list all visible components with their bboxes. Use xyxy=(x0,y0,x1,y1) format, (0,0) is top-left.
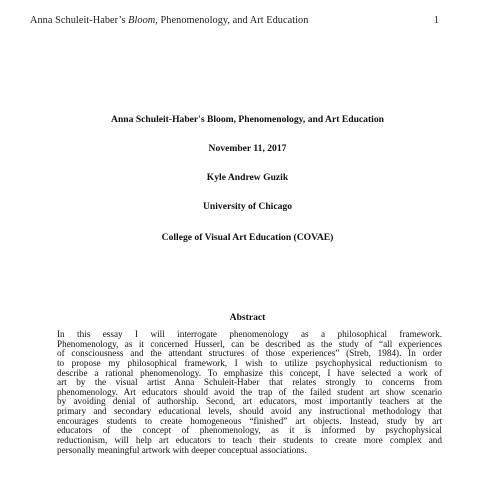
running-head xyxy=(30,15,308,26)
paper-date: November 11, 2017 xyxy=(208,143,287,154)
abstract-line: educators of the concept of phenomenology, as it is informed by psychophysical xyxy=(57,425,442,436)
abstract-line: of consciousness and the attendant structures of those experiences” (Streb, 1984). In order xyxy=(57,348,442,359)
paper-college: College of Visual Art Education (COVAE) xyxy=(161,232,334,243)
page-number: 1 xyxy=(433,15,439,26)
abstract-line: reductionism, will help art educators to teach their students to create more complex and xyxy=(57,435,442,446)
abstract-heading: Abstract xyxy=(229,312,266,323)
paper-institution: University of Chicago xyxy=(203,201,292,212)
abstract-line: to propose my philosophical framework, I wish to utilize psychophysical reductionism to xyxy=(57,357,442,368)
paper-title: Anna Schuleit-Haber's Bloom, Phenomenology, and Art Education xyxy=(111,114,384,125)
abstract-line: phenomenology. Art educators should avoid the trap of the failed student art show scenario xyxy=(57,386,442,397)
running-head-italic-title: Bloom xyxy=(128,15,156,26)
paper-author: Kyle Andrew Guzik xyxy=(206,172,289,183)
abstract-line: describe a rational phenomenology. To emphasize this concept, I have selected a work of xyxy=(57,367,442,378)
running-head-prefix: Anna Schuleit-Haber’s xyxy=(30,15,129,26)
running-head-suffix: , Phenomenology, and Art Education xyxy=(155,15,309,26)
abstract-line: encourages students to create homogeneous “finished” art objects. Instead, study by art xyxy=(57,415,442,426)
abstract-body xyxy=(57,330,442,455)
abstract-line: In this essay I will interrogate phenomenology as a philosophical framework. xyxy=(57,329,442,339)
abstract-line: personally meaningful artwork with deeper conceptual associations. xyxy=(57,444,307,455)
abstract-line: primary and secondary educational levels, should avoid any instructional methodology that xyxy=(57,406,442,417)
abstract-line: art by the visual artist Anna Schuleit-Haber that relates strongly to concerns from xyxy=(57,377,442,388)
abstract-line: by avoiding denial of authorship. Second, art educators, most importantly teachers at the xyxy=(57,396,442,407)
abstract-line: Phenomenology, as it concerned Husserl, can be described as the study of “all experiences xyxy=(57,338,442,349)
